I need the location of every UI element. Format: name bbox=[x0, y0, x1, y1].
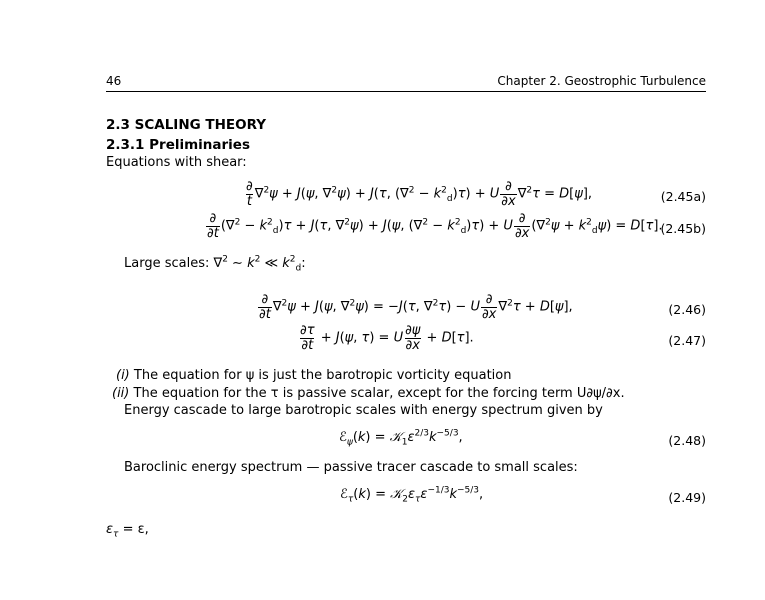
equation-2-48: ℰ$_\psi$(k) = $𝒦_1\varepsilon^{2/3}k^{-5/3}$, bbox=[339, 428, 463, 448]
section-heading: 2.3 SCALING THEORY bbox=[106, 117, 267, 133]
equation-2-47: $\frac{\partial\tau}{\partial t}$ + J(ψ, τ) = U $\frac{\partial\psi}{\partial x}$ + D[τ]. bbox=[300, 323, 474, 353]
item-ii-text: The equation for the τ is passive scalar, except for the forcing term U∂ψ/∂x. bbox=[133, 386, 625, 401]
baroclinic-text: Baroclinic energy spectrum — passive tracer cascade to small scales: bbox=[124, 460, 578, 475]
final-equation bbox=[106, 522, 149, 540]
final-rest: = ε, bbox=[118, 522, 149, 537]
item-ii-label: (ii) bbox=[112, 386, 130, 401]
header-rule bbox=[106, 91, 706, 92]
chapter-title: Chapter 2. Geostrophic Turbulence bbox=[497, 74, 706, 88]
equation-2-46: $\frac{\partial}{\partial t}$ ∇$^2$ψ + J(ψ, ∇$^2$ψ) = −J(τ, ∇$^2$τ) − U $\frac{\partial}{\partial x}$ ∇$^2$τ + D[ψ], bbox=[259, 292, 573, 322]
large-scales-text: Large scales: ∇$^2$ ∼ $k^2$ ≪ $k^2_d$: bbox=[124, 254, 306, 274]
large-scales-prefix: Large scales: ∇ bbox=[124, 256, 223, 271]
equation-number: (2.48) bbox=[668, 433, 706, 448]
equation-number: (2.47) bbox=[668, 333, 706, 348]
energy-cascade-text: Energy cascade to large barotropic scales with energy spectrum given by bbox=[124, 403, 603, 418]
equation-2-45a: $\frac{\partial}{t}$ ∇$^2$ψ + J(ψ, ∇$^2$ψ) + J(τ, $(\nabla^2 - k^2_d)\tau) + U$ $\frac{\partial}{\partial x}$ ∇$^2$τ = D[ψ], bbox=[246, 179, 593, 209]
intro-text: Equations with shear: bbox=[106, 155, 247, 170]
subsection-heading: 2.3.1 Preliminaries bbox=[106, 137, 250, 153]
equation-number: (2.45a) bbox=[660, 189, 706, 204]
final-sub: τ bbox=[113, 529, 119, 540]
item-ii bbox=[112, 386, 625, 401]
equation-2-49: ℰ$_\tau$(k) = $𝒦_2\varepsilon_\tau\varepsilon^{-1/3}k^{-5/3}$, bbox=[340, 485, 484, 505]
item-i-label: (i) bbox=[116, 368, 130, 383]
equation-number: (2.45b) bbox=[660, 221, 706, 236]
equation-number: (2.49) bbox=[668, 490, 706, 505]
item-i-text: The equation for ψ is just the barotropic vorticity equation bbox=[133, 368, 512, 383]
final-epsilon: ε bbox=[106, 522, 114, 537]
equation-number: (2.46) bbox=[668, 302, 706, 317]
page-number: 46 bbox=[106, 74, 122, 88]
item-i bbox=[116, 368, 511, 383]
equation-2-45b: $\frac{\partial}{\partial t}$ $(\nabla^2 - k^2_d)\tau + J(\tau$, ∇$^2$ψ) + J(ψ, $(\nabla^2 - k^2_d)\tau) + U$ $\frac{\partial}{\partial x}$ $(\nabla^2\psi + k^2_d\psi) = D[\tau]$. bbox=[207, 211, 663, 241]
